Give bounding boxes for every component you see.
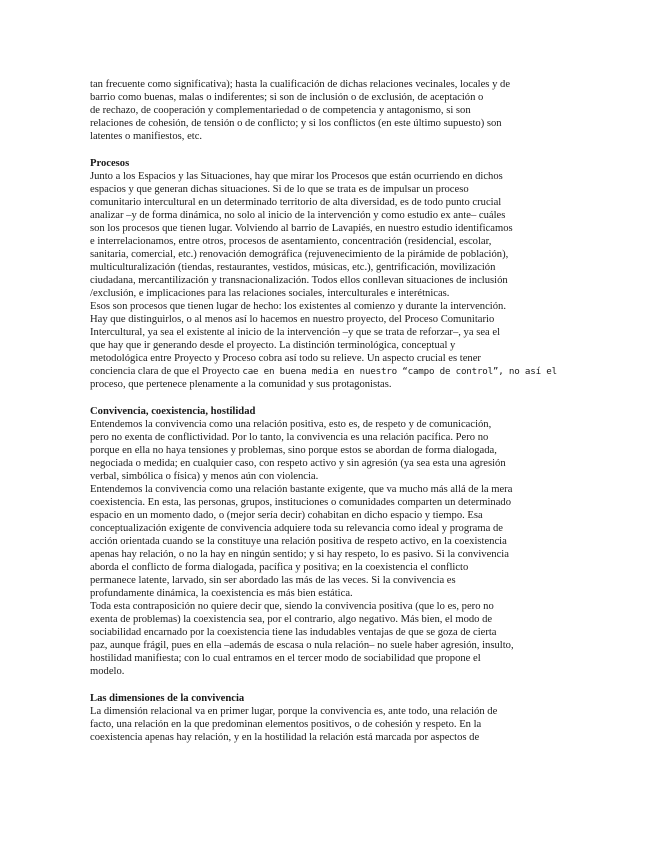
text-line: Hay que distinguirlos, o al menos así lo hacemos en nuestro proyecto, del Proceso Comunitario <box>90 314 495 325</box>
text-line: ciudadana, mercantilización y transnacionalización. Todos ellos conllevan situaciones de inclusión <box>90 275 508 286</box>
text-line: comunitario intercultural en un determinado territorio de alta diversidad, es de todo punto crucial <box>90 197 502 208</box>
text-line: porque en ella no haya tensiones y problemas, sino porque estos se abordan de forma dialogada, <box>90 445 497 456</box>
text-line: permanece latente, larvado, sin ser abordado las más de las veces. Si la convivencia es <box>90 575 456 586</box>
text-line: latentes o manifiestos, etc. <box>90 131 203 142</box>
text-line: que hay que ir generando desde el proyecto. La distinción terminológica, conceptual y <box>90 340 456 351</box>
text-line: facto, una relación en la que predominan elementos positivos, o de cohesión y respeto. En la <box>90 719 482 730</box>
text-line: hostilidad manifiesta; con lo cual entramos en el tercer modo de sociabilidad que propone el <box>90 653 481 664</box>
text-line: negociada o medida; en cualquier caso, con respeto activo y sin agresión (ya sea esta una agresión <box>90 458 506 469</box>
text-line: metodológica entre Proyecto y Proceso cobra así todo su relieve. Un aspecto crucial es tener <box>90 353 481 364</box>
section-procesos <box>90 157 568 391</box>
text-line: Toda esta contraposición no quiere decir que, siendo la convivencia positiva (que lo es, pero no <box>90 601 494 612</box>
text-line: proceso, que pertenece plenamente a la comunidad y sus protagonistas. <box>90 379 392 390</box>
intro-paragraph <box>90 78 568 143</box>
document-page <box>90 78 568 744</box>
text-line: verbal, simbólica o física) y menos aún con violencia. <box>90 471 319 482</box>
text-line: coexistencia apenas hay relación, y en la hostilidad la relación está marcada por aspectos de <box>90 732 480 743</box>
text-line: aborda el conflicto de forma dialogada, pacífica y positiva; en la coexistencia el conflicto <box>90 562 469 573</box>
text-line: apenas hay relación, o no la hay en ningún sentido; y si hay respeto, lo es pasivo. Si la convivencia <box>90 549 509 560</box>
text-line: La dimensión relacional va en primer lugar, porque la convivencia es, ante todo, una relación de <box>90 706 498 717</box>
text-line: sanitaria, comercial, etc.) renovación demográfica (rejuvenecimiento de la pirámide de población), <box>90 249 509 260</box>
text-line: pero no exenta de conflictividad. Por lo tanto, la convivencia es una relación pacífica. Pero no <box>90 432 489 443</box>
section-convivencia <box>90 405 568 678</box>
text-line: sociabilidad encarnado por la coexistencia tiene las indudables ventajas de que se goza de cierta <box>90 627 497 638</box>
section-heading: Las dimensiones de la convivencia <box>90 693 245 704</box>
text-line: Intercultural, ya sea el existente al inicio de la intervención –y que se trata de reforzar–, ya sea el <box>90 327 501 338</box>
text-line: relaciones de cohesión, de tensión o de conflicto; y si los conflictos (en este último supuesto) son <box>90 118 502 129</box>
emphasized-text: cae en buena media en nuestro “campo de control”, no así el <box>242 366 557 377</box>
text-line: modelo. <box>90 666 125 677</box>
text-line: de rechazo, de cooperación y complementariedad o de competencia y antagonismo, si son <box>90 105 471 116</box>
text-line: espacios y que generan dichas situaciones. Si de lo que se trata es de impulsar un proceso <box>90 184 469 195</box>
text-line: profundamente dinámica, la coexistencia es más bien estática. <box>90 588 353 599</box>
text-line: son los procesos que tienen lugar. Volviendo al barrio de Lavapiés, en nuestro estudio identificamos <box>90 223 513 234</box>
text-line: multiculturalización (tiendas, restaurantes, vestidos, músicas, etc.), gentrificación, movilización <box>90 262 496 273</box>
section-heading: Procesos <box>90 158 130 169</box>
text-line: Junto a los Espacios y las Situaciones, hay que mirar los Procesos que están ocurriendo en dichos <box>90 171 503 182</box>
text-line: Esos son procesos que tienen lugar de hecho: los existentes al comienzo y durante la intervención. <box>90 301 506 312</box>
text-line: tan frecuente como significativa); hasta la cualificación de dichas relaciones vecinales, locales y de <box>90 79 511 90</box>
text-line: paz, aunque frágil, pues en ella –además de escasa o nula relación– no suele haber agresión, insulto, <box>90 640 514 651</box>
text-line: analizar –y de forma dinámica, no solo al inicio de la intervención y como estudio ex ante– cuáles <box>90 210 506 221</box>
text-line: Entendemos la convivencia como una relación bastante exigente, que va mucho más allá de la mera <box>90 484 513 495</box>
text-line: coexistencia. En esta, las personas, grupos, instituciones o comunidades comparten un determinado <box>90 497 511 508</box>
text-segment: conciencia clara de que el Proyecto <box>90 366 243 377</box>
text-line: /exclusión, e implicaciones para las relaciones sociales, interculturales e interétnicas. <box>90 288 450 299</box>
text-line <box>90 365 568 378</box>
text-line: Entendemos la convivencia como una relación positiva, esto es, de respeto y de comunicación, <box>90 419 492 430</box>
text-line: conceptualización exigente de convivencia adquiere toda su relevancia como ideal y programa de <box>90 523 503 534</box>
section-dimensiones <box>90 692 568 744</box>
section-heading: Convivencia, coexistencia, hostilidad <box>90 406 256 417</box>
text-line: e interrelacionamos, entre otros, procesos de asentamiento, concentración (residencial, escolar, <box>90 236 492 247</box>
text-line: exenta de problemas) la coexistencia sea, por el contrario, algo negativo. Más bien, el modo de <box>90 614 493 625</box>
text-line: barrio como buenas, malas o indiferentes; si son de inclusión o de exclusión, de aceptación o <box>90 92 484 103</box>
text-line: acción orientada cuando se la constituye una relación positiva de respeto activo, en la coexistencia <box>90 536 507 547</box>
text-line: espacio en un momento dado, o (mejor sería decir) cohabitan en dicho espacio y tiempo. Esa <box>90 510 483 521</box>
